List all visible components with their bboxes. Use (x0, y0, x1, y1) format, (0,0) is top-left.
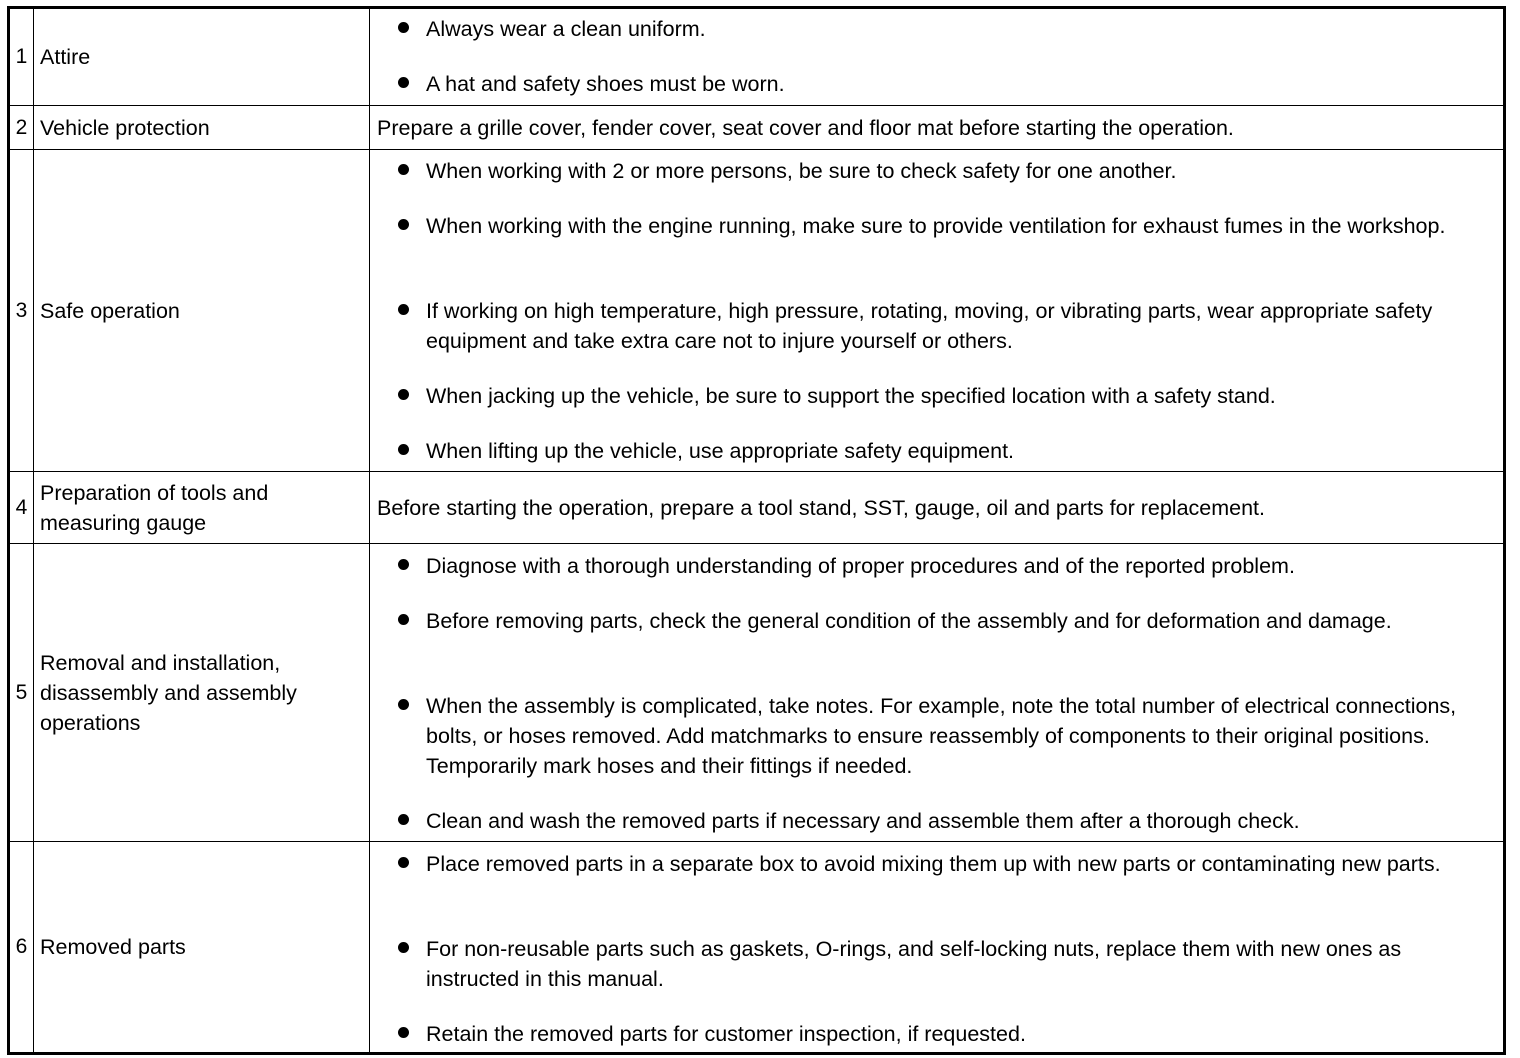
table-row (10, 543, 1503, 841)
row-description (371, 9, 1503, 105)
table-row (10, 9, 1503, 105)
row-title: Preparation of tools and measuring gauge (34, 472, 370, 543)
row-description: Prepare a grille cover, fender cover, seat cover and floor mat before starting the operation. (377, 115, 1234, 140)
row-title: Removed parts (34, 842, 370, 1052)
bullet-icon (398, 559, 409, 570)
bullet-icon (398, 22, 409, 33)
row-description (371, 842, 1503, 1052)
list-item: Retain the removed parts for customer inspection, if requested. (426, 1019, 1491, 1049)
list-item: For non-reusable parts such as gaskets, O-rings, and self-locking nuts, replace them with new ones as instructed in this manual. (426, 934, 1491, 994)
row-number: 1 (10, 9, 34, 105)
list-item: Always wear a clean uniform. (426, 14, 1491, 44)
table-row (10, 471, 1503, 543)
list-item: When lifting up the vehicle, use appropriate safety equipment. (426, 436, 1491, 466)
table-row (10, 105, 1503, 149)
row-number: 6 (10, 842, 34, 1052)
row-number: 2 (10, 106, 34, 149)
bullet-icon (398, 814, 409, 825)
row-title: Vehicle protection (34, 106, 370, 149)
list-item: A hat and safety shoes must be worn. (426, 69, 1491, 99)
list-item: When working with the engine running, make sure to provide ventilation for exhaust fumes in the workshop. (426, 211, 1491, 241)
row-description (371, 544, 1503, 841)
bullet-icon (398, 857, 409, 868)
bullet-icon (398, 77, 409, 88)
row-description (371, 150, 1503, 471)
bullet-icon (398, 699, 409, 710)
table-row (10, 841, 1503, 1052)
row-number: 3 (10, 150, 34, 471)
row-title: Attire (34, 9, 370, 105)
list-item: Diagnose with a thorough understanding of proper procedures and of the reported problem. (426, 551, 1491, 581)
list-item: When the assembly is complicated, take notes. For example, note the total number of electrical connections, bolts, or hoses removed. Add matchmarks to ensure reassembly of components to their original positions. Temporarily mark hoses and their fittings if needed. (426, 691, 1491, 781)
bullet-icon (398, 304, 409, 315)
row-title: Removal and installation, disassembly and assembly operations (34, 544, 370, 841)
row-number: 4 (10, 472, 34, 543)
list-item: Before removing parts, check the general condition of the assembly and for deformation and damage. (426, 606, 1491, 636)
bullet-icon (398, 444, 409, 455)
bullet-icon (398, 164, 409, 175)
bullet-icon (398, 389, 409, 400)
bullet-icon (398, 614, 409, 625)
bullet-icon (398, 219, 409, 230)
row-title: Safe operation (34, 150, 370, 471)
table-row (10, 149, 1503, 471)
list-item: Clean and wash the removed parts if necessary and assemble them after a thorough check. (426, 806, 1491, 836)
bullet-icon (398, 942, 409, 953)
list-item: Place removed parts in a separate box to avoid mixing them up with new parts or contaminating new parts. (426, 849, 1491, 879)
list-item: When jacking up the vehicle, be sure to support the specified location with a safety stand. (426, 381, 1491, 411)
bullet-icon (398, 1027, 409, 1038)
row-number: 5 (10, 544, 34, 841)
precautions-table (7, 6, 1506, 1055)
list-item: When working with 2 or more persons, be sure to check safety for one another. (426, 156, 1491, 186)
list-item: If working on high temperature, high pressure, rotating, moving, or vibrating parts, wear appropriate safety equipment and take extra care not to injure yourself or others. (426, 296, 1491, 356)
row-description: Before starting the operation, prepare a tool stand, SST, gauge, oil and parts for replacement. (377, 495, 1266, 520)
